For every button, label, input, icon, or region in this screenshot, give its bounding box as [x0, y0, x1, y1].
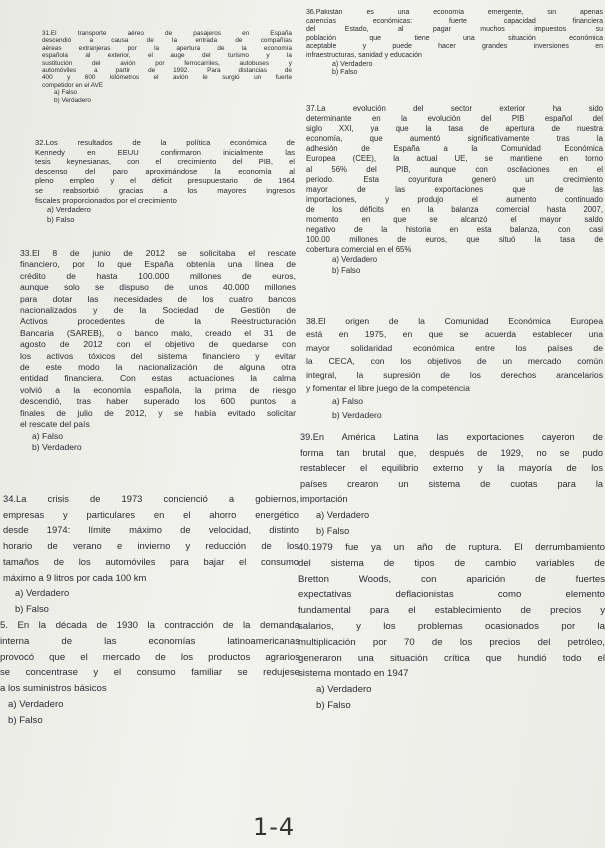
question-33: [20, 248, 296, 453]
statement-line: del sistema de tipos de cambio variables de: [298, 557, 605, 569]
statement-line: 40.1979 fue ya un año de ruptura. El derrumbamiento: [298, 542, 605, 553]
statement-line: salarios, y los problemas ocasionados por la: [298, 620, 605, 632]
statement-line: 39.En América Latina las exportaciones cayeron de: [300, 432, 603, 442]
statement-line: 38.El origen de la Comunidad Económica Europea: [306, 316, 603, 326]
statement-line: se reabsorbió gracias a los mayores ingresos: [35, 185, 295, 195]
statement-line: mayor solidaridad económica entre los países de: [306, 342, 603, 353]
statement-line: multiplicación por 70 de los precios del petróleo,: [298, 636, 605, 648]
question-37: [306, 104, 603, 276]
statement-line: financiero, por lo que España obtenía una línea de: [20, 259, 296, 270]
statement-line: 33.El 8 de junio de 2012 se solicitaba el rescate: [20, 248, 296, 258]
statement-line: se concentrase y el consumo familiar se redujese: [0, 667, 300, 679]
answer-option: a) Verdadero: [316, 509, 370, 520]
statement-line: desde 1974: límite máximo de velocidad, distinto: [3, 524, 299, 536]
statement-line: horario de verano e invierno y reducción de los: [3, 540, 299, 552]
answer-option: b) Verdadero: [54, 96, 91, 104]
statement-line: economía, que aumentó significativamente tras la: [306, 134, 603, 144]
statement-line: 37.La evolución del sector exterior ha sido: [306, 104, 603, 113]
statement-line: negativo de la historia en esta balanza, con casi: [306, 225, 603, 235]
statement-line: Activos procedentes de la Reestructuración: [20, 316, 296, 327]
answer-option: b) Falso: [316, 525, 350, 536]
statement-line: 31.El transporte aéreo de pasajeros en España: [42, 30, 292, 37]
answer-option: a) Falso: [332, 396, 364, 407]
answer-option: b) Falso: [316, 699, 351, 711]
statement-line: agosto de 2012 con el objetivo de quedarse con: [20, 339, 296, 350]
answer-option: b) Falso: [15, 602, 49, 614]
statement-line: descenso del paro aproximándose la economía al: [35, 166, 295, 176]
answer-option: b) Falso: [332, 265, 361, 275]
statement-line: adhesión de España a la Comunidad Económica: [306, 144, 603, 154]
answer-option: a) Verdadero: [47, 205, 91, 215]
question-34: [3, 491, 299, 617]
statement-line: 36.Pakistán es una economía emergente, sin apenas: [306, 9, 603, 16]
statement-line: el rescate del país: [20, 419, 90, 430]
question-38: [306, 315, 603, 422]
statement-line: sustitución del avión por ferrocarriles, autobuses y: [42, 59, 292, 67]
statement-line: a los suministros básicos: [0, 683, 107, 695]
answer-option: b) Verdadero: [32, 441, 82, 452]
statement-line: carencias económicas: fuerte capacidad financiera: [306, 17, 603, 25]
statement-line: automóviles a partir de 1992. Para distancias de: [42, 67, 292, 75]
question-40: [298, 540, 605, 714]
statement-line: máximo a 9 litros por cada 100 km: [3, 571, 147, 583]
statement-line: 400 y 600 kilómetros el avión le surgió un fuerte: [42, 74, 292, 82]
answer-option: b) Falso: [8, 714, 43, 726]
statement-line: interna de las economías latinoamericanas: [0, 635, 300, 647]
statement-line: finales de julio de 2012, y se había evitado solicitar: [20, 407, 296, 418]
statement-line: está en 1975, en que se acuerda establecer una: [306, 329, 603, 340]
statement-line: para dotar las necesidades de los cuatro bancos: [20, 293, 296, 304]
statement-line: países crearon un sistema de cuotas para la: [300, 478, 603, 489]
answer-option: a) Falso: [54, 89, 78, 97]
statement-line: fiscales proporcionados por el crecimiento: [35, 195, 177, 205]
statement-line: nacionalizados y de la Sociedad de Gestión de: [20, 305, 296, 316]
question-35: [0, 618, 300, 729]
statement-line: y fomentar el libre juego de la competencia: [306, 383, 470, 394]
statement-line: Europea (CEE), la actual UE, se mantiene en torno: [306, 154, 603, 164]
statement-line: tamaños de los automóviles para bajar el consumo: [3, 555, 299, 567]
statement-line: al 56% del PIB, aunque con oscilaciones en el: [306, 164, 603, 174]
statement-line: empresas y particulares en el ahorro energético: [3, 508, 299, 520]
statement-line: descendió a causa de la entrada de compañías: [42, 37, 292, 45]
question-31: [42, 30, 292, 104]
statement-line: provocó que el mercado de los productos agrarios: [0, 651, 300, 663]
statement-line: población que tiene una situación económica: [306, 34, 603, 42]
answer-option: b) Verdadero: [332, 409, 382, 420]
statement-line: aceptable y puede hacer grandes inversiones en: [306, 43, 603, 51]
statement-line: sistema montado en 1947: [298, 668, 409, 680]
statement-line: de este modo la nacionalización de alguna otra: [20, 362, 296, 373]
answer-option: b) Falso: [332, 69, 358, 77]
statement-line: fundamental para el establecimiento de precios y: [298, 605, 605, 617]
statement-line: tesis keynesianas, con el crecimiento del PIB, el: [35, 157, 295, 167]
statement-line: siglo XXI, ya que la tasa de apertura de nuestra: [306, 124, 603, 134]
statement-line: cobertura comercial en el 65%: [306, 245, 412, 255]
answer-option: b) Falso: [47, 214, 75, 224]
question-36: [306, 9, 603, 78]
statement-line: aunque solo se dispuso de unos 40.000 millones: [20, 282, 296, 293]
statement-line: importaciones, y produjo el aumento continuado: [306, 194, 603, 204]
statement-line: crédito de hasta 100.000 millones de euros,: [20, 270, 296, 281]
statement-line: de los déficits en la balanza comercial hasta 2007,: [306, 204, 603, 214]
answer-option: a) Verdadero: [15, 587, 70, 599]
handwritten-page-note: 1-4: [253, 813, 296, 841]
statement-line: los activos tóxicos del sistema financiero y evitar: [20, 350, 296, 361]
statement-line: del Estado, al pagar muchos impuestos su: [306, 26, 603, 34]
statement-line: competidor en el AVE: [42, 81, 103, 89]
statement-line: periodo. Esta coyuntura generó un crecimiento: [306, 174, 603, 184]
statement-line: Bretton Woods, con aparición de fuertes: [298, 573, 605, 585]
statement-line: 34.La crisis de 1973 concienció a gobiernos,: [3, 493, 299, 504]
statement-line: entidad financiera. Con estas actuaciones la calma: [20, 373, 296, 384]
statement-line: descendió, tras haber superado los 600 puntos a: [20, 396, 296, 407]
statement-line: española al exterior, el auge del turismo y la: [42, 52, 292, 60]
statement-line: determinante en la evolución del PIB español del: [306, 114, 603, 124]
statement-line: expectativas deflacionistas como elemento: [298, 589, 605, 601]
statement-line: 100.00 millones de euros, que situó la tasa de: [306, 235, 603, 245]
answer-option: a) Verdadero: [332, 60, 373, 68]
statement-line: forma tan brutal que, después de 1929, no se pudo: [300, 447, 603, 458]
statement-line: Bancaria (SAREB), o banco malo, creado el 31 de: [20, 327, 296, 338]
statement-line: infraestructuras, sanidad y educación: [306, 51, 422, 59]
statement-line: Kennedy en EEUU confirmaron inicialmente las: [35, 147, 295, 157]
statement-line: integral, la supresión de los derechos arancelarios: [306, 369, 603, 380]
statement-line: momento en que se alcanzó el mayor saldo: [306, 215, 603, 225]
statement-line: generaron una situación crítica que hundió todo el: [298, 652, 605, 664]
answer-option: a) Falso: [32, 430, 64, 441]
answer-option: a) Verdadero: [8, 698, 64, 710]
statement-line: aéreas extranjeras por la apertura de la economía: [42, 44, 292, 52]
question-32: [35, 138, 295, 224]
question-39: [300, 430, 603, 539]
answer-option: a) Verdadero: [332, 255, 378, 265]
statement-line: mayor de las exportaciones que de las: [306, 184, 603, 194]
statement-line: restablecer el equilibrio externo y la mayoría de los: [300, 463, 603, 474]
statement-line: 32.Los resultados de la política económica de: [35, 138, 295, 147]
statement-line: 5. En la década de 1930 la contracción de la demanda: [0, 620, 300, 631]
statement-line: la CECA, con los objetivos de un mercado común: [306, 356, 603, 367]
statement-line: importación: [300, 494, 348, 505]
statement-line: volvió a la economía española, la prima de riesgo: [20, 384, 296, 395]
answer-option: a) Verdadero: [316, 684, 372, 696]
statement-line: pleno empleo y el déficit presupuestario de 1964: [35, 176, 295, 186]
